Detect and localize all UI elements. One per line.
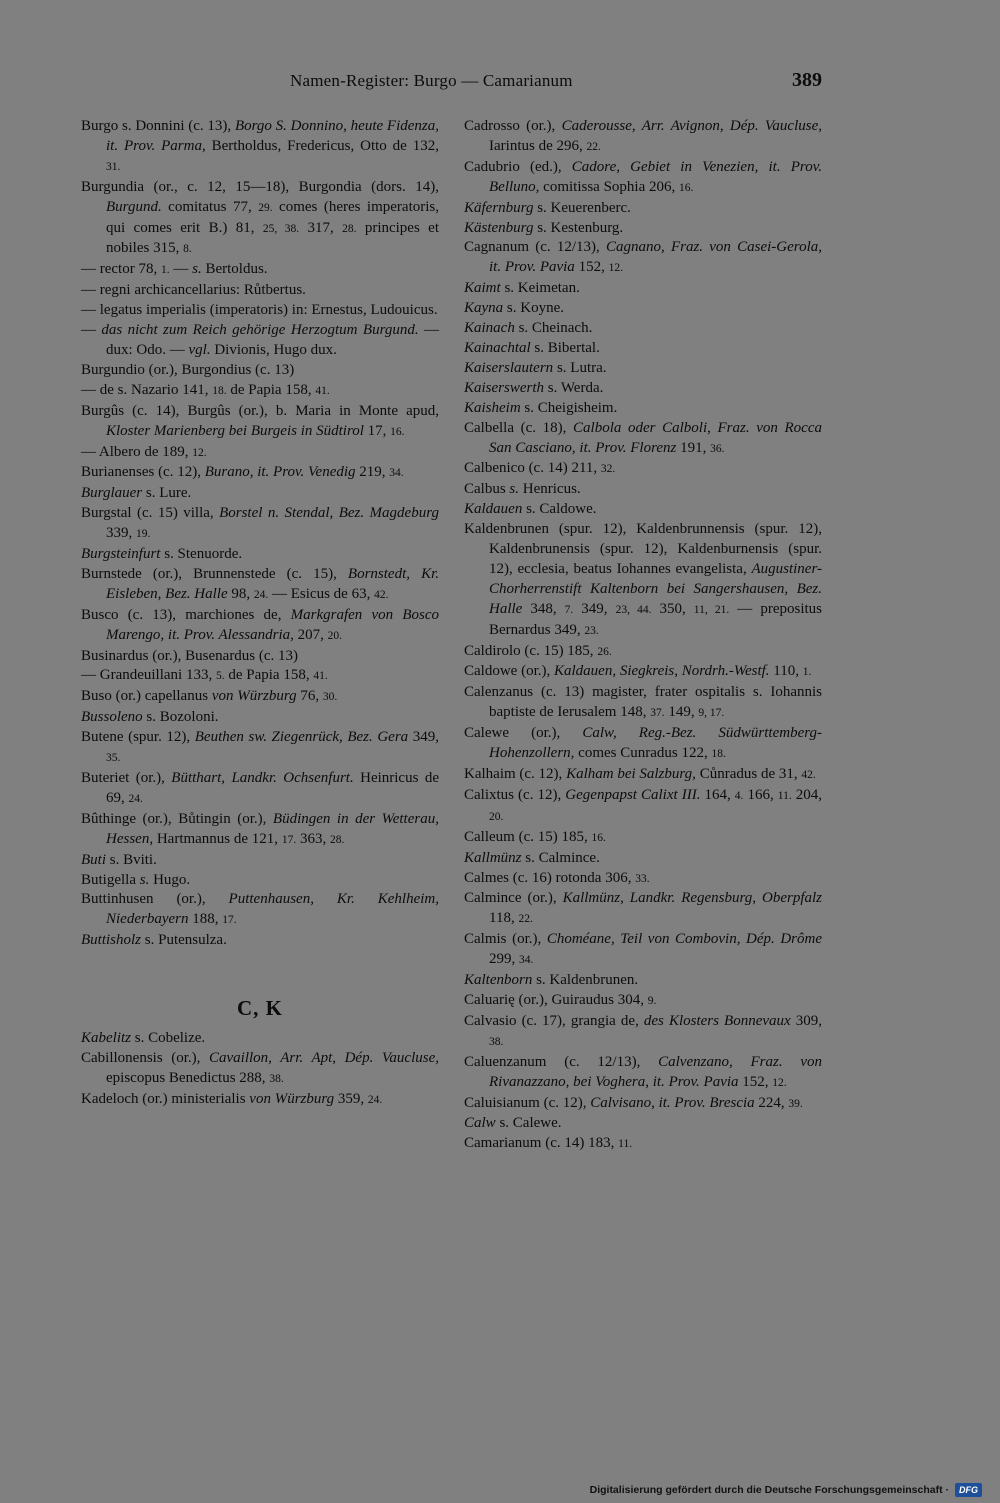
index-entry bbox=[81, 1049, 439, 1090]
entry-italic-text: Markgrafen von Bosco Marengo, it. Prov. Alessandria, bbox=[106, 606, 440, 643]
entry-text: s. Bibertal. bbox=[530, 339, 600, 356]
entry-text: Cabillonensis (or.), bbox=[81, 1049, 209, 1066]
entry-line-number: 7. bbox=[564, 603, 574, 616]
index-entry bbox=[464, 889, 822, 930]
index-entry bbox=[464, 158, 822, 199]
entry-text: s. Cheinach. bbox=[514, 320, 593, 337]
entry-text: — de s. Nazario 141, bbox=[81, 381, 213, 398]
entry-line-number: 16. bbox=[390, 425, 405, 438]
index-entry bbox=[464, 1053, 822, 1094]
index-entry bbox=[464, 991, 822, 1012]
entry-line-number: 32. bbox=[600, 463, 616, 476]
entry-line-number: 22. bbox=[586, 140, 601, 153]
entry-italic-text: Cagnano, Fraz. von Casei-Gerola, it. Prov. Pavia bbox=[489, 239, 822, 276]
index-entry bbox=[81, 1090, 439, 1111]
entry-text: Caldirolo (c. 15) 185, bbox=[464, 642, 598, 659]
entry-text: s. Lure. bbox=[142, 485, 192, 502]
entry-line-number: 24. bbox=[128, 792, 143, 805]
entry-text: Caluisianum (c. 12), bbox=[464, 1094, 591, 1111]
entry-text: Butene (spur. 12), bbox=[81, 729, 195, 746]
entry-text: Caluarię (or.), Guiraudus 304, bbox=[464, 991, 648, 1008]
index-entry bbox=[81, 443, 439, 464]
index-entry bbox=[464, 238, 822, 279]
index-entry bbox=[81, 484, 439, 504]
entry-text: ů bbox=[188, 810, 196, 827]
entry-line-number: 35. bbox=[106, 752, 121, 765]
entry-text: Calbus bbox=[464, 481, 510, 498]
entry-italic-text: Kaimt bbox=[464, 280, 501, 297]
index-entry bbox=[464, 828, 822, 849]
entry-line-number: 12. bbox=[608, 262, 623, 275]
entry-text: Burgundio (or.), Burgondius (c. 13) bbox=[81, 361, 295, 378]
entry-italic-text: Buttisholz bbox=[81, 932, 142, 949]
entry-text: Kadeloch (or.) ministerialis bbox=[81, 1090, 250, 1107]
entry-line-number: 33. bbox=[635, 872, 650, 885]
index-entry bbox=[464, 117, 822, 158]
entry-text: Cadubrio (ed.), bbox=[464, 158, 572, 175]
entry-italic-text: Kaltenborn bbox=[464, 972, 533, 989]
entry-text: 152, bbox=[574, 259, 609, 276]
entry-text: comitatus 77, bbox=[161, 198, 259, 215]
entry-text: de Papia 158, bbox=[224, 667, 314, 684]
entry-text: s. Calmince. bbox=[521, 849, 600, 866]
entry-text: Calleum (c. 15) 185, bbox=[464, 828, 592, 845]
entry-text: tingin (or.), bbox=[195, 810, 273, 827]
index-entry bbox=[81, 178, 439, 261]
entry-italic-text: das nicht zum Reich gehörige Herzogtum Burgund. bbox=[101, 322, 419, 339]
entry-text: Caluenzanum (c. 12/13), bbox=[464, 1053, 659, 1070]
index-entry bbox=[81, 504, 439, 545]
entry-text: Calenzanus (c. 13) magister, frater ospitalis s. Iohannis baptiste de Ierusalem 148, bbox=[464, 684, 822, 721]
entry-italic-text: Kallmünz bbox=[464, 849, 522, 866]
entry-italic-text: Kainachtal bbox=[464, 339, 531, 356]
entry-italic-text: Kaiserslautern bbox=[464, 359, 554, 376]
entry-italic-text: vgl. bbox=[188, 341, 211, 358]
left-column bbox=[81, 117, 439, 1111]
entry-line-number: 42. bbox=[801, 769, 816, 781]
entry-text: — dux: Odo. — bbox=[106, 322, 440, 358]
index-entry bbox=[464, 500, 822, 520]
entry-line-number: 17. bbox=[281, 833, 297, 846]
index-entry bbox=[81, 301, 439, 321]
entry-line-number: 11. bbox=[777, 789, 792, 802]
entry-italic-text: Calvisano, it. Prov. Brescia bbox=[590, 1094, 755, 1111]
running-title: Namen-Register: Burgo — Camarianum bbox=[290, 71, 573, 90]
index-entry bbox=[81, 260, 439, 281]
entry-italic-text: Borstel n. Stendal, Bez. Magdeburg bbox=[219, 505, 439, 522]
entry-italic-text: Bornstedt, Kr. Eisleben, Bez. Halle bbox=[106, 565, 439, 602]
entry-italic-text: Burglauer bbox=[81, 485, 143, 502]
entry-line-number: 5. bbox=[215, 670, 225, 683]
entry-text: Heinricus de 69, bbox=[106, 770, 439, 806]
index-entry bbox=[464, 869, 822, 890]
dfg-logo: DFG bbox=[955, 1483, 982, 1497]
entry-text: comes Cunradus 122, bbox=[574, 745, 712, 762]
entry-line-number: 9, 17. bbox=[698, 707, 725, 720]
entry-line-number: 4. bbox=[734, 789, 744, 802]
entry-line-number: 19. bbox=[136, 528, 151, 541]
entry-text: Kaldenbrunen (spur. 12), Kaldenbrunnensis (spur. 12), Kaldenbrunensis (spur. 12), Kaldenburnensis (spur. 12), ecclesia, beatus Iohannes evangelista, bbox=[464, 521, 822, 577]
entry-text: 339, bbox=[106, 525, 136, 542]
entry-text: 224, bbox=[754, 1094, 789, 1111]
running-head bbox=[0, 69, 1000, 95]
entry-text: Camarianum (c. 14) 183, bbox=[464, 1135, 619, 1152]
index-entry bbox=[464, 319, 822, 339]
index-entry bbox=[464, 1012, 822, 1053]
entry-line-number: 36. bbox=[710, 442, 725, 455]
entry-text: 349, bbox=[573, 600, 616, 617]
entry-text: s. Lutra. bbox=[553, 359, 607, 376]
entry-text: 349, bbox=[408, 729, 440, 746]
entry-text: — legatus imperialis (imperatoris) in: Ernestus, Ludouicus. bbox=[81, 302, 438, 319]
index-entry bbox=[464, 399, 822, 419]
index-entry bbox=[464, 219, 822, 239]
entry-line-number: 23, 44. bbox=[615, 603, 652, 616]
entry-text: Burgstal (c. 15) villa, bbox=[81, 505, 220, 522]
entry-text: 309, bbox=[790, 1012, 823, 1029]
entry-italic-text: Caderousse, Arr. Avignon, Dép. Vaucluse, bbox=[561, 118, 822, 134]
entry-line-number: 23. bbox=[584, 624, 599, 637]
index-entry bbox=[81, 871, 439, 891]
entry-line-number: 18. bbox=[711, 748, 726, 761]
right-column bbox=[464, 117, 822, 1155]
entry-text: Divionis, Hugo dux. bbox=[210, 341, 337, 358]
entry-text: s. Cobelize. bbox=[131, 1030, 206, 1047]
entry-text: — regni archicancellarius: Růtbertus. bbox=[81, 282, 306, 299]
entry-text: de Papia 158, bbox=[226, 381, 316, 398]
entry-text: 110, bbox=[769, 663, 803, 680]
entry-italic-text: s. bbox=[192, 261, 202, 278]
index-entry bbox=[81, 565, 439, 606]
entry-line-number: 30. bbox=[322, 691, 338, 704]
entry-text: Burgûs (c. 14), Burgûs (or.), b. Maria in Monte apud, bbox=[81, 402, 439, 419]
index-entry bbox=[81, 666, 439, 687]
entry-text: — prepositus Bernardus 349, bbox=[489, 600, 823, 638]
entry-italic-text: Puttenhausen, Kr. Kehlheim, Niederbayern bbox=[106, 891, 439, 928]
index-entry bbox=[81, 851, 439, 871]
entry-italic-text: Burano, it. Prov. Venedig bbox=[204, 464, 356, 481]
index-entry bbox=[81, 545, 439, 565]
index-entry bbox=[81, 381, 439, 402]
index-entry bbox=[81, 931, 439, 951]
entry-text: s. Keimetan. bbox=[500, 280, 580, 297]
entry-line-number: 24. bbox=[367, 1093, 383, 1106]
index-entry bbox=[464, 419, 822, 460]
entry-text: s. Bviti. bbox=[106, 851, 157, 868]
index-entry bbox=[464, 662, 822, 683]
index-entry bbox=[464, 765, 822, 786]
entry-italic-text: Calw, Reg.-Bez. Südwürttemberg-Hohenzollern, bbox=[489, 725, 822, 762]
index-entry bbox=[81, 1029, 439, 1049]
entry-text: principes et nobiles 315, bbox=[106, 219, 440, 257]
entry-line-number: 1. bbox=[160, 264, 170, 277]
entry-line-number: 41. bbox=[313, 670, 328, 683]
entry-line-number: 16. bbox=[591, 831, 606, 844]
entry-text: 317, bbox=[299, 219, 343, 236]
entry-text: — rector 78, bbox=[81, 261, 161, 278]
entry-line-number: 41. bbox=[315, 384, 330, 397]
entry-italic-text: Borgo S. Donnino, heute Fidenza, it. Prov. Parma, bbox=[106, 118, 439, 154]
entry-line-number: 16. bbox=[678, 181, 694, 194]
index-entry bbox=[81, 647, 439, 667]
index-entry bbox=[464, 786, 822, 828]
index-entry bbox=[81, 810, 439, 851]
entry-line-number: 11. bbox=[618, 1138, 633, 1151]
entry-text: Calmis (or.), bbox=[464, 931, 547, 948]
index-entry bbox=[81, 687, 439, 708]
footer-credit-text: Digitalisierung gefördert durch die Deutsche Forschungsgemeinschaft · bbox=[589, 1484, 949, 1496]
entry-italic-text: s. bbox=[139, 871, 150, 888]
index-entry bbox=[464, 930, 822, 971]
entry-text: Calmes (c. 16) rotonda 306, bbox=[464, 869, 636, 886]
entry-italic-text: Burgund. bbox=[106, 198, 162, 215]
entry-italic-text: Cadore, Gebiet in Venezien, it. Prov. Belluno, bbox=[489, 158, 822, 195]
digitization-footer bbox=[590, 1481, 982, 1499]
entry-line-number: 28. bbox=[329, 833, 345, 846]
entry-italic-text: Choméane, Teil von Combovin, Dép. Drôme bbox=[546, 931, 822, 948]
index-entry bbox=[464, 1134, 822, 1155]
entry-line-number: 26. bbox=[597, 645, 612, 658]
entry-line-number: 24. bbox=[253, 588, 269, 601]
entry-text: Caldowe (or.), bbox=[464, 663, 554, 680]
entry-text: 149, bbox=[664, 704, 699, 721]
entry-text: nradus de 31, bbox=[717, 766, 802, 782]
entry-line-number: 12. bbox=[192, 446, 207, 459]
index-entry bbox=[464, 1114, 822, 1134]
entry-text: s. Werda. bbox=[544, 379, 604, 396]
entry-text: s. Kestenburg. bbox=[533, 219, 624, 236]
index-entry bbox=[464, 683, 822, 724]
entry-italic-text: s. bbox=[509, 481, 520, 498]
index-entry bbox=[464, 359, 822, 379]
left-entry-list-after-heading bbox=[81, 1029, 439, 1111]
entry-italic-text: Kallmünz, Landkr. Regensburg, Oberpfalz bbox=[562, 890, 823, 907]
entry-text: 17, bbox=[363, 422, 391, 439]
index-entry bbox=[81, 769, 439, 810]
entry-text: s. Keuerenberc. bbox=[533, 199, 631, 216]
entry-italic-text: Calw bbox=[464, 1115, 496, 1132]
entry-italic-text: von Würzburg bbox=[249, 1090, 335, 1107]
entry-text: 204, bbox=[791, 786, 823, 803]
entry-line-number: 38. bbox=[269, 1072, 284, 1085]
entry-text: s. Cheigisheim. bbox=[520, 399, 618, 416]
entry-text: comes (heres imperatoris, qui comes erit B.) 81, bbox=[106, 198, 439, 236]
entry-text: s. Stenuorde. bbox=[160, 546, 243, 563]
entry-text: 207, bbox=[293, 626, 328, 643]
index-entry bbox=[464, 339, 822, 359]
entry-text: s. Bozoloni. bbox=[142, 709, 219, 726]
entry-text: 359, bbox=[334, 1090, 368, 1107]
entry-text: s. Kaldenbrunen. bbox=[532, 972, 639, 989]
entry-italic-text: des Klosters Bonnevaux bbox=[643, 1012, 791, 1029]
entry-text: Calvasio (c. 17), grangia de, bbox=[464, 1012, 644, 1029]
entry-text: 191, bbox=[676, 439, 711, 456]
entry-text: 152, bbox=[738, 1073, 773, 1090]
entry-text: 350, bbox=[651, 600, 694, 617]
entry-text: Bertoldus. bbox=[201, 261, 268, 278]
entry-line-number: 31. bbox=[106, 160, 121, 173]
entry-text: Hugo. bbox=[149, 871, 191, 888]
entry-line-number: 17. bbox=[222, 914, 237, 927]
left-entry-list bbox=[81, 117, 439, 951]
entry-text: Calewe (or.), bbox=[464, 725, 583, 742]
entry-italic-text: Kästenburg bbox=[464, 219, 534, 236]
entry-line-number: 11, 21. bbox=[693, 603, 730, 616]
index-entry bbox=[464, 279, 822, 299]
entry-line-number: 20. bbox=[327, 629, 343, 642]
entry-text: s. Caldowe. bbox=[522, 501, 597, 518]
entry-line-number: 1. bbox=[802, 666, 812, 679]
entry-text: 188, bbox=[188, 911, 223, 928]
entry-italic-text: von Würzburg bbox=[211, 688, 297, 705]
index-entry bbox=[81, 117, 439, 178]
entry-text: Henricus. bbox=[519, 481, 581, 498]
entry-text: ů bbox=[709, 766, 718, 782]
entry-text: — Grandeuillani 133, bbox=[81, 667, 216, 684]
entry-italic-text: Kaisheim bbox=[464, 399, 521, 416]
entry-text: s. Putensulza. bbox=[141, 932, 227, 949]
entry-line-number: 28. bbox=[342, 222, 357, 235]
entry-text: s. Calewe. bbox=[495, 1115, 562, 1132]
entry-text: Buttinhusen (or.), bbox=[81, 891, 229, 908]
entry-italic-text: Gegenpapst Calixt III. bbox=[565, 786, 701, 803]
entry-line-number: 8. bbox=[183, 243, 192, 256]
entry-italic-text: Burgsteinfurt bbox=[81, 546, 161, 563]
entry-text: Bertholdus, Fredericus, Otto de 132, bbox=[205, 137, 440, 154]
index-entry bbox=[464, 642, 822, 663]
entry-text: 118, bbox=[489, 910, 519, 927]
entry-italic-text: Kalham bei Salzburg, bbox=[566, 766, 696, 782]
entry-text: Calbenico (c. 14) 211, bbox=[464, 460, 601, 477]
entry-text: C bbox=[695, 766, 710, 782]
entry-italic-text: Bussoleno bbox=[81, 709, 143, 726]
entry-text: Iarintus de 296, bbox=[489, 137, 587, 154]
entry-line-number: 9. bbox=[647, 994, 657, 1007]
entry-text: 363, bbox=[296, 830, 330, 847]
index-entry bbox=[464, 199, 822, 219]
entry-italic-text: Kaiserswerth bbox=[464, 379, 545, 396]
index-entry bbox=[81, 321, 439, 361]
entry-line-number: 12. bbox=[772, 1076, 787, 1089]
entry-italic-text: Kaldauen, Siegkreis, Nordrh.-Westf. bbox=[553, 663, 770, 680]
entry-text: s. Koyne. bbox=[503, 300, 564, 317]
entry-italic-text: Büdingen in der Wetterau, Hessen, bbox=[106, 810, 439, 847]
page-number: 389 bbox=[792, 69, 822, 91]
entry-text: Hartmannus de 121, bbox=[153, 830, 282, 847]
entry-text: 76, bbox=[296, 688, 323, 705]
entry-italic-text: Kainach bbox=[464, 320, 515, 337]
entry-text: comitissa Sophia 206, bbox=[539, 178, 679, 195]
entry-text: Busco (c. 13), marchiones de, bbox=[81, 606, 291, 623]
index-entry bbox=[464, 379, 822, 399]
entry-text: 166, bbox=[743, 786, 778, 803]
entry-line-number: 39. bbox=[788, 1097, 803, 1110]
index-entry bbox=[464, 971, 822, 991]
entry-text: Cadrosso (or.), bbox=[464, 118, 562, 134]
entry-italic-text: Cavaillon, Arr. Apt, Dép. Vaucluse, bbox=[208, 1049, 439, 1066]
entry-line-number: 25, 38. bbox=[262, 222, 300, 235]
entry-text: — bbox=[81, 322, 102, 339]
entry-italic-text: Calbola oder Calboli, Fraz. von Rocca San Casciano, it. Prov. Florenz bbox=[489, 419, 822, 456]
entry-italic-text: Kaldauen bbox=[464, 501, 523, 518]
entry-text: Burgundia (or., c. 12, 15—18), Burgondia (dors. 14), bbox=[81, 178, 439, 195]
entry-italic-text: Bütthart, Landkr. Ochsenfurt. bbox=[171, 770, 354, 786]
entry-text: Calmince (or.), bbox=[464, 890, 563, 907]
entry-text: 164, bbox=[700, 786, 735, 803]
entry-line-number: 38. bbox=[489, 1035, 504, 1048]
entry-text: Bûthinge (or.), B bbox=[81, 810, 189, 827]
index-entry bbox=[81, 890, 439, 931]
entry-text: 348, bbox=[522, 600, 565, 617]
entry-line-number: 37. bbox=[650, 707, 665, 720]
section-heading: C, K bbox=[237, 996, 283, 1021]
entry-italic-text: Buti bbox=[81, 851, 106, 868]
index-entry bbox=[464, 849, 822, 869]
entry-text: — Esicus de 63, bbox=[268, 585, 375, 602]
entry-text: Kalhaim (c. 12), bbox=[464, 766, 567, 782]
entry-italic-text: Calvenzano, Fraz. von Rivanazzano, bei Voghera, it. Prov. Pavia bbox=[489, 1053, 822, 1090]
entry-text: episcopus Benedictus 288, bbox=[106, 1069, 270, 1086]
entry-line-number: 34. bbox=[389, 467, 404, 480]
entry-line-number: 22. bbox=[518, 913, 533, 926]
entry-text: Calbella (c. 18), bbox=[464, 419, 574, 436]
index-entry bbox=[464, 299, 822, 319]
entry-italic-text: Beuthen sw. Ziegenrück, Bez. Gera bbox=[194, 729, 409, 746]
index-entry bbox=[464, 459, 822, 480]
entry-italic-text: Kloster Marienberg bei Burgeis in Südtirol bbox=[106, 422, 364, 439]
index-entry bbox=[81, 463, 439, 484]
entry-italic-text: Käfernburg bbox=[464, 199, 534, 216]
index-entry bbox=[464, 1094, 822, 1115]
index-entry bbox=[81, 281, 439, 301]
index-entry bbox=[81, 361, 439, 381]
entry-text: 299, bbox=[489, 951, 519, 968]
entry-text: 219, bbox=[355, 464, 390, 481]
entry-text: Businardus (or.), Busenardus (c. 13) bbox=[81, 647, 299, 664]
entry-text: Burgo s. Donnini (c. 13), bbox=[81, 118, 235, 134]
entry-text: Butigella bbox=[81, 871, 140, 888]
right-entry-list bbox=[464, 117, 822, 1155]
entry-italic-text: Augustiner-Chorherrenstift Kaltenborn bei Sangershausen, Bez. Halle bbox=[489, 560, 822, 617]
entry-text: Cagnanum (c. 12/13), bbox=[464, 239, 606, 256]
index-entry bbox=[464, 480, 822, 500]
entry-line-number: 29. bbox=[258, 201, 273, 214]
entry-line-number: 20. bbox=[489, 810, 504, 823]
entry-text: Calixtus (c. 12), bbox=[464, 786, 566, 803]
entry-italic-text: Kabelitz bbox=[81, 1030, 132, 1047]
entry-text: 98, bbox=[227, 585, 254, 602]
index-entry bbox=[81, 606, 439, 647]
entry-line-number: 42. bbox=[374, 588, 389, 601]
entry-text: Burnstede (or.), Brunnenstede (c. 15), bbox=[81, 565, 348, 582]
index-entry bbox=[464, 520, 822, 641]
entry-line-number: 18. bbox=[212, 384, 227, 397]
index-entry bbox=[464, 724, 822, 765]
index-entry bbox=[81, 708, 439, 728]
entry-text: Burianenses (c. 12), bbox=[81, 464, 205, 481]
entry-text: — Albero de 189, bbox=[81, 443, 193, 460]
entry-italic-text: Kayna bbox=[464, 300, 504, 317]
index-entry bbox=[81, 402, 439, 443]
entry-text: Buteriet (or.), bbox=[81, 770, 172, 786]
entry-text: — bbox=[169, 261, 193, 278]
entry-line-number: 34. bbox=[519, 954, 534, 967]
entry-text: Buso (or.) capellanus bbox=[81, 688, 212, 705]
index-entry bbox=[81, 728, 439, 769]
